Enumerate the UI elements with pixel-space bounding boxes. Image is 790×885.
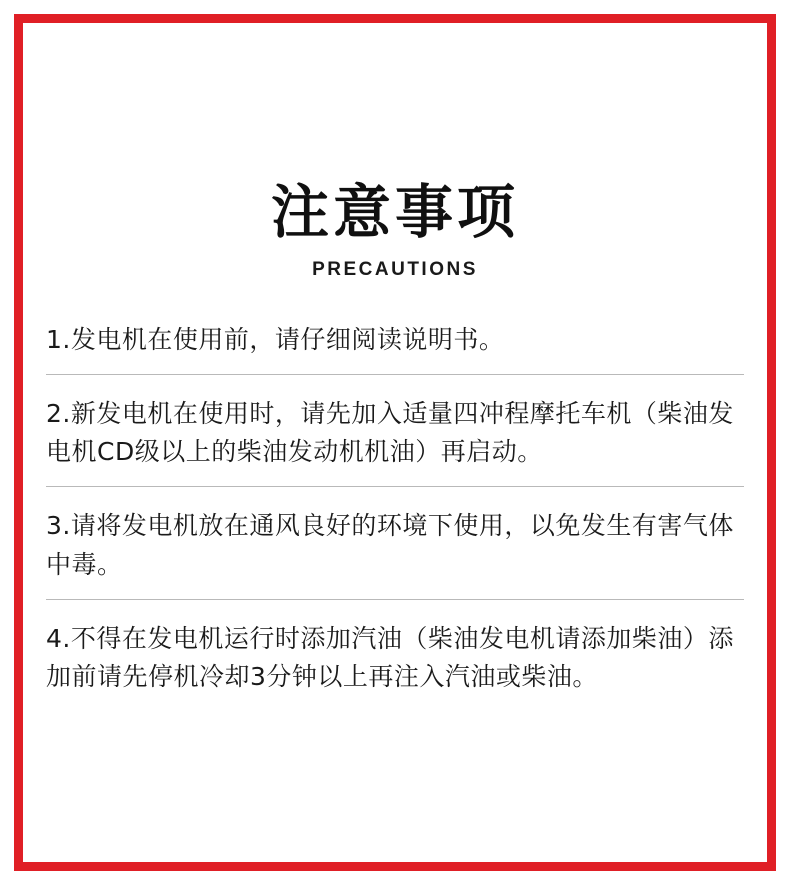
page-subtitle: PRECAUTIONS <box>312 258 478 280</box>
list-divider <box>46 599 744 600</box>
precautions-list <box>38 317 752 697</box>
list-item: 3.请将发电机放在通风良好的环境下使用，以免发生有害气体中毒。 <box>46 511 734 579</box>
list-item: 1.发电机在使用前，请仔细阅读说明书。 <box>46 324 505 354</box>
list-item: 2.新发电机在使用时，请先加入适量四冲程摩托车机（柴油发电机CD级以上的柴油发动机机油）再启动。 <box>46 398 734 467</box>
list-item: 4.不得在发电机运行时添加汽油（柴油发电机请添加柴油）添加前请先停机冷却3分钟以上再注入汽油或柴油。 <box>46 623 734 692</box>
page-title: 注意事项 <box>270 178 519 246</box>
content-wrapper <box>30 92 760 697</box>
list-divider <box>46 486 744 487</box>
content-panel <box>30 92 760 852</box>
title-block <box>38 92 752 281</box>
list-divider <box>46 374 744 375</box>
